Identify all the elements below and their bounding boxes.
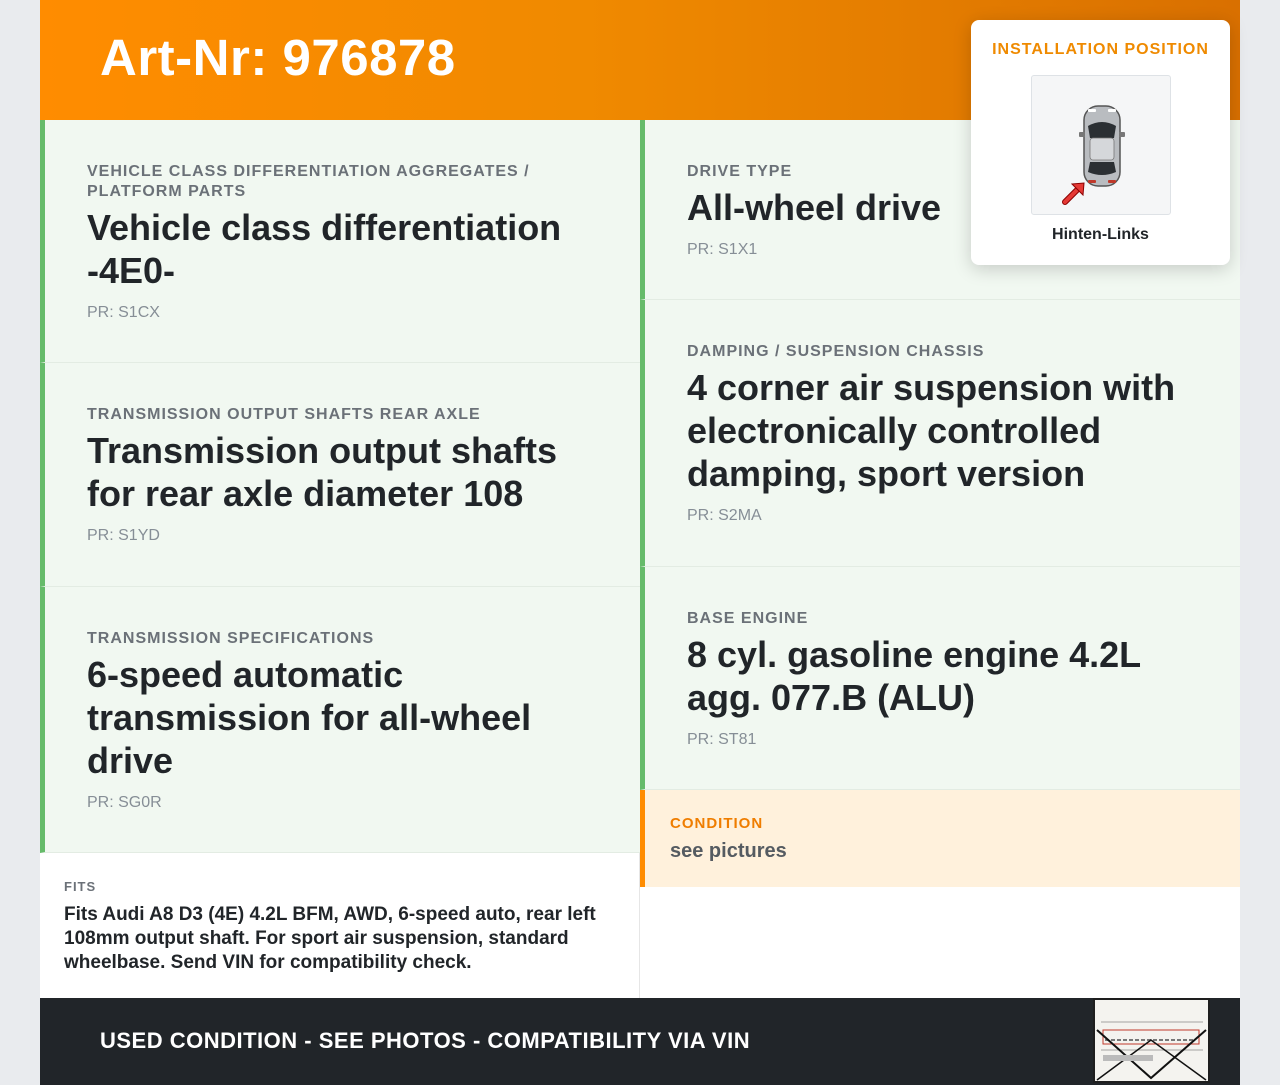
- card-label: VEHICLE CLASS DIFFERENTIATION AGGREGATES / PLATFORM PARTS: [87, 163, 530, 200]
- card-value: 6-speed automatic transmission for all-wheel drive: [87, 654, 532, 781]
- card-value: All-wheel drive: [687, 187, 942, 228]
- card-value: Transmission output shafts for rear axle diameter 108: [87, 430, 558, 514]
- card-pr-code: PR: S1CX: [87, 304, 160, 321]
- card-transmission-specs: [40, 587, 640, 853]
- condition-box: [640, 790, 1240, 887]
- product-sheet: [40, 0, 1240, 1085]
- fits-text: Fits Audi A8 D3 (4E) 4.2L BFM, AWD, 6-speed auto, rear left 108mm output shaft. For sport air suspension, standard wheelbase. Send VIN for compatibility check.: [64, 904, 596, 973]
- condition-value: see pictures: [670, 840, 787, 862]
- condition-label: CONDITION: [670, 815, 764, 832]
- label-thumbnail-image[interactable]: [1093, 998, 1210, 1083]
- fits-section: [40, 853, 640, 998]
- card-label: TRANSMISSION SPECIFICATIONS: [87, 630, 375, 647]
- installation-image: [1031, 75, 1171, 215]
- card-suspension: [640, 300, 1240, 567]
- card-value: Vehicle class differentiation -4E0-: [87, 207, 562, 291]
- footer-text: USED CONDITION - SEE PHOTOS - COMPATIBILITY VIA VIN: [100, 1028, 751, 1053]
- card-value: 8 cyl. gasoline engine 4.2L agg. 077.B (ALU): [687, 634, 1141, 718]
- card-base-engine: [640, 567, 1240, 790]
- card-label: TRANSMISSION OUTPUT SHAFTS REAR AXLE: [87, 406, 481, 423]
- fits-label: FITS: [64, 879, 97, 894]
- label-photo-icon: [1095, 1000, 1208, 1081]
- card-label: DRIVE TYPE: [687, 163, 793, 180]
- card-value: 4 corner air suspension with electronically controlled damping, sport version: [687, 367, 1176, 494]
- card-label: BASE ENGINE: [687, 610, 809, 627]
- card-label: DAMPING / SUSPENSION CHASSIS: [687, 343, 985, 360]
- card-pr-code: PR: S2MA: [687, 507, 762, 524]
- card-vehicle-class: [40, 120, 640, 363]
- card-output-shafts: [40, 363, 640, 587]
- card-pr-code: PR: SG0R: [87, 794, 162, 811]
- installation-title: INSTALLATION POSITION: [992, 41, 1209, 58]
- installation-position-panel: [971, 20, 1230, 265]
- installation-position-value: Hinten-Links: [1052, 226, 1149, 243]
- footer-bar: [40, 998, 1240, 1085]
- card-pr-code: PR: ST81: [687, 731, 757, 748]
- card-pr-code: PR: S1X1: [687, 241, 758, 258]
- article-number: Art-Nr: 976878: [100, 29, 456, 86]
- car-top-view-icon: [1032, 76, 1170, 214]
- card-pr-code: PR: S1YD: [87, 527, 160, 544]
